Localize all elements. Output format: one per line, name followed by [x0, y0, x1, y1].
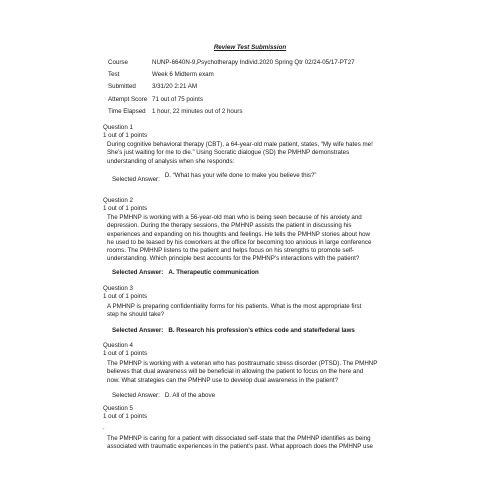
question-4-selected-answer — [112, 392, 215, 399]
detail-row-test: Test Week 6 Midterm exam — [108, 71, 214, 79]
question-points: 1 out of 1 points — [103, 412, 148, 420]
selected-answer-label: Selected Answer: — [112, 269, 164, 276]
question-points: 1 out of 1 points — [103, 292, 148, 300]
selected-answer-value: B. Research his profession’s ethics code and state/federal laws — [168, 327, 355, 334]
question-points: 1 out of 1 points — [103, 131, 148, 139]
question-points: 1 out of 1 points — [103, 204, 148, 212]
question-title: Question 2 — [103, 197, 133, 204]
question-1-selected-answer — [112, 172, 317, 183]
question-3-text: A PMHNP is preparing confidentiality forms for his patients. What is the most appropriate first step he should take? — [107, 303, 362, 319]
question-4-text: The PMHNP is working with a veteran who has posttraumatic stress disorder (PTSD). The PMHNP believes that dual awareness will be beneficial in allowing the patient to focus on the here and now. What strategies can the PMHNP use to develop dual awareness in the patient? — [107, 360, 378, 384]
selected-answer-label: Selected Answer: — [112, 327, 164, 334]
selected-answer-value: D. All of the above — [164, 392, 216, 399]
question-2-selected-answer — [112, 269, 259, 276]
question-3-selected-answer — [112, 327, 355, 334]
question-title: Question 5 — [103, 405, 133, 412]
selected-answer-label: Selected Answer: — [112, 176, 160, 183]
stray-marker: . — [103, 425, 105, 431]
question-3-header — [103, 285, 147, 300]
selected-answer-value: D. “What has your wife done to make you believe this?” — [164, 172, 317, 179]
detail-row-course: Course NUNP-6640N-9,Psychotherapy Individ.2020 Spring Qtr 02/24-05/17-PT27 — [108, 58, 355, 66]
question-2-header — [103, 197, 147, 212]
question-5-header — [103, 405, 147, 420]
question-2-text: The PMHNP is working with a 56-year-old man who is being seen because of his anxiety and depression. During the therapy sessions, the PMHNP assists the patient in discussing his experiences and expanding on his thoughts and feelings. He tells the PMHNP stories about how he used to be teased by his coworkers at the office for becoming too anxious in large conference rooms. The PMHNP listens to the patient and helps focus on his strengths to promote self- understanding. Which principle best accounts for the PMHNP’s interactions with the patient? — [107, 214, 372, 263]
page-title: Review Test Submission — [213, 44, 287, 51]
detail-row-time-elapsed: Time Elapsed 1 hour, 22 minutes out of 2 hours — [108, 108, 243, 116]
question-5-text: The PMHNP is caring for a patient with dissociated self-state that the PMHNP identifies as being associated with traumatic experiences in the patient’s past. What approach does the PMHNP use — [107, 435, 373, 451]
question-points: 1 out of 1 points — [103, 349, 148, 357]
question-title: Question 4 — [103, 342, 133, 349]
selected-answer-value: A. Therapeutic communication — [168, 269, 259, 276]
question-title: Question 3 — [103, 285, 133, 292]
detail-row-attempt-score: Attempt Score 71 out of 75 points — [108, 95, 203, 103]
question-title: Question 1 — [103, 124, 133, 131]
detail-row-submitted: Submitted 3/31/20 2:21 AM — [108, 83, 198, 91]
question-4-header — [103, 342, 147, 357]
selected-answer-label: Selected Answer: — [112, 392, 160, 399]
question-1-text: During cognitive behavioral therapy (CBT), a 64-year-old male patient, states, “My wife hates me! She’s just waiting for me to die.” Using Socratic dialogue (SD) the PMHNP demonstrates understanding of analysis when she responds: — [107, 141, 373, 165]
submission-details — [108, 56, 355, 118]
question-1-header — [103, 124, 147, 139]
